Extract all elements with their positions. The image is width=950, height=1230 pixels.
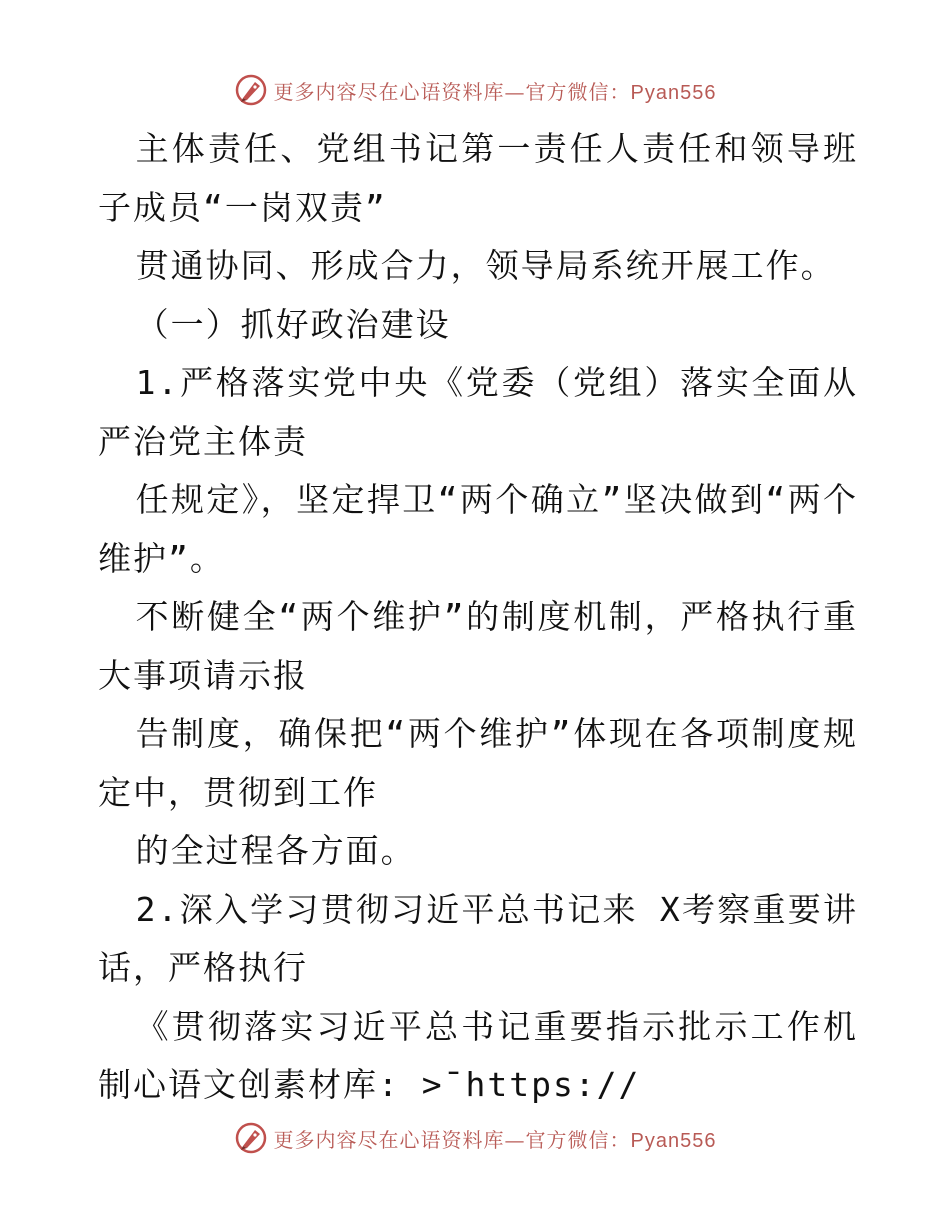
pen-nib-logo-icon [234,1121,268,1155]
header-wechat-id: Pyan556 [630,81,717,104]
paragraph: 的全过程各方面。 [135,831,416,870]
footer-watermark-text: 更多内容尽在心语资料库—官方微信：Pyan556 [273,1127,717,1152]
paragraph: 告制度，确保把“两个维护”体现在各项制度规定中，贯彻到工作 [98,714,858,812]
header-watermark-banner [0,68,950,112]
paragraph: 不断健全“两个维护”的制度机制，严格执行重大事项请示报 [98,597,858,695]
header-watermark-text: 更多内容尽在心语资料库—官方微信：Pyan556 [273,79,717,104]
paragraph: 1.严格落实党中央《党委（党组）落实全面从严治党主体责 [98,363,858,461]
pen-nib-logo-icon [234,73,268,107]
footer-wechat-id: Pyan556 [630,1129,717,1152]
paragraph: 贯通协同、形成合力，领导局系统开展工作。 [135,246,836,285]
footer-watermark-banner [0,1116,950,1160]
document-body [98,120,858,1115]
paragraph: 任规定》，坚定捍卫“两个确立”坚决做到“两个维护”。 [98,480,858,578]
paragraph: 主体责任、党组书记第一责任人责任和领导班子成员“一岗双责” [98,129,858,227]
paragraph: 《贯彻落实习近平总书记重要指示批示工作机制心语文创素材库: >¯https:// [98,1006,858,1104]
section-heading: （一）抓好政治建设 [135,304,451,344]
paragraph: 2.深入学习贯彻习近平总书记来 X考察重要讲话，严格执行 [98,889,858,987]
